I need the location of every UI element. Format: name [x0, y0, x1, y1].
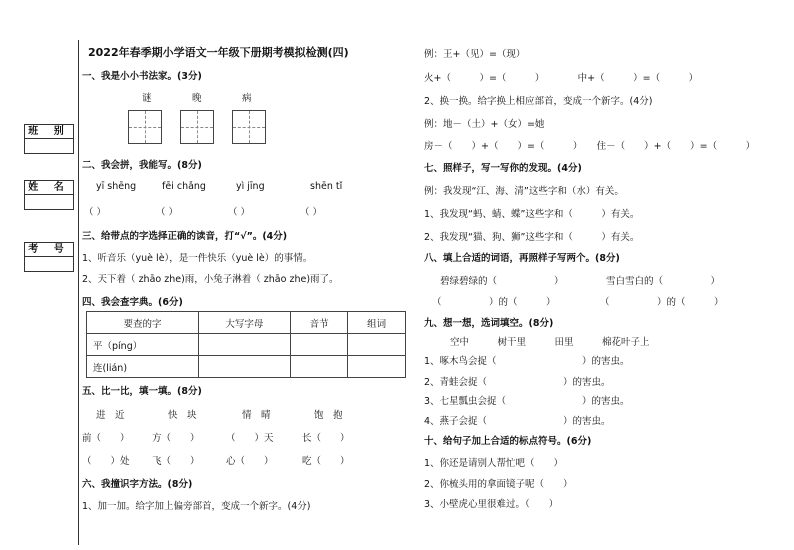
answer-cell[interactable]: [290, 356, 348, 378]
answer-cell[interactable]: [290, 334, 348, 356]
s7-question-1[interactable]: 1、我发现“蚂、蜻、蝶”这些字和（ ）有关。: [424, 209, 640, 220]
row-char: 平（píng）: [87, 334, 199, 356]
section9-header: 九、想一想，选词填空。(8分): [424, 318, 554, 329]
writing-grid-3[interactable]: [232, 110, 266, 144]
class-box[interactable]: [24, 124, 74, 154]
table-header-row: [87, 312, 406, 334]
section6-header: 六、我撞识字方法。(8分): [82, 479, 193, 490]
word-blank[interactable]: 长（ ）: [302, 433, 350, 444]
answer-blank-2[interactable]: （ ）: [156, 207, 179, 218]
word-blank[interactable]: 前（ ）: [82, 433, 130, 444]
s9-word-choices: 空中 树干里 田里 棉花叶子上: [450, 337, 650, 348]
s8-phrase-3[interactable]: （ ）的（ ）: [432, 297, 556, 308]
table-row: [87, 334, 406, 356]
s8-phrase-4[interactable]: （ ）的（ ）: [600, 297, 724, 308]
word-blank[interactable]: 心（ ）: [226, 456, 274, 467]
s8-phrase-1[interactable]: 碧绿碧绿的（ ）: [440, 276, 564, 287]
s7-question-2[interactable]: 2、我发现“猫、狗、狮”这些字和（ ）有关。: [424, 232, 640, 243]
s6-fill-line-1[interactable]: 火+（ ）=（ ） 中+（ ）=（ ）: [424, 73, 699, 84]
char-3: 病: [242, 93, 252, 104]
binding-line: [78, 40, 79, 545]
answer-cell[interactable]: [348, 334, 406, 356]
s8-phrase-2[interactable]: 雪白雪白的（ ）: [606, 276, 721, 287]
s9-question-4[interactable]: 4、燕子会捉（ ）的害虫。: [424, 416, 611, 427]
writing-grid-2[interactable]: [180, 110, 214, 144]
answer-cell[interactable]: [348, 356, 406, 378]
section7-header: 七、照样子，写一写你的发现。(4分): [424, 163, 582, 174]
pinyin-3: yì jīng: [236, 181, 265, 192]
char-2: 晚: [192, 93, 202, 104]
name-label: 姓 名: [25, 181, 73, 195]
pinyin-2: fēi chǎng: [162, 181, 206, 192]
word-blank[interactable]: （ ）处: [82, 456, 130, 467]
word-blank[interactable]: 飞（ ）: [152, 456, 200, 467]
char-pair-2: 快 块: [168, 410, 197, 421]
dictionary-table: [86, 311, 406, 378]
s3-question-2: 2、天下着（ zhāo zhe)雨，小兔子淋着（ zhāo zhe)雨了。: [82, 274, 339, 285]
answer-cell[interactable]: [198, 356, 290, 378]
section5-header: 五、比一比，填一填。(8分): [82, 386, 202, 397]
name-box[interactable]: [24, 180, 74, 210]
s6-example-1: 例：王+（见）=（现）: [424, 49, 526, 60]
s6-question-1: 1、加一加。给字加上偏旁部首，变成一个新字。(4分): [82, 501, 311, 512]
s9-question-1[interactable]: 1、啄木鸟会捉（ ）的害虫。: [424, 356, 630, 367]
word-blank[interactable]: （ ）天: [226, 433, 274, 444]
section10-header: 十、给句子加上合适的标点符号。(6分): [424, 436, 592, 447]
row-char: 连(lián): [87, 356, 199, 378]
word-blank[interactable]: 方（ ）: [152, 433, 200, 444]
answer-blank-4[interactable]: （ ）: [300, 207, 323, 218]
col-header: 组词: [348, 312, 406, 334]
s10-question-2[interactable]: 2、你梳头用的拿面镜子呢（ ）: [424, 479, 573, 490]
char-pair-4: 饱 抱: [314, 410, 343, 421]
col-header: 大写字母: [198, 312, 290, 334]
col-header: 音节: [290, 312, 348, 334]
s7-example: 例：我发现“江、海、清”这些字和（水）有关。: [424, 186, 624, 197]
answer-blank-3[interactable]: （ ）: [228, 207, 251, 218]
number-box[interactable]: [24, 242, 74, 272]
page-title: 2022年春季期小学语文一年级下册期考模拟检测(四): [88, 46, 349, 59]
s6-question-2: 2、换一换。给字换上相应部首，变成一个新字。(4分): [424, 96, 653, 107]
section2-header: 二、我会拼，我能写。(8分): [82, 160, 202, 171]
answer-blank-1[interactable]: （ ）: [84, 207, 107, 218]
s10-question-1[interactable]: 1、你还是请别人帮忙吧（ ）: [424, 458, 564, 469]
char-1: 谜: [142, 93, 152, 104]
writing-grid-1[interactable]: [128, 110, 162, 144]
section4-header: 四、我会查字典。(6分): [82, 297, 183, 308]
s3-question-1: 1、听音乐（yuè lè），是一件快乐（yuè lè）的事情。: [82, 253, 313, 264]
pinyin-1: yī shēng: [96, 181, 137, 192]
s9-question-2[interactable]: 2、青蛙会捉（ ）的害虫。: [424, 377, 611, 388]
s10-question-3[interactable]: 3、小壁虎心里很难过。（ ）: [424, 499, 559, 510]
s9-question-3[interactable]: 3、七星瓢虫会捉（ ）的害虫。: [424, 396, 630, 407]
char-pair-1: 进 近: [96, 410, 125, 421]
answer-cell[interactable]: [198, 334, 290, 356]
table-row: [87, 356, 406, 378]
s6-fill-line-2[interactable]: 房－（ ）+（ ）=（ ） 住－（ ）+（ ）=（ ）: [424, 141, 756, 152]
section8-header: 八、填上合适的词语，再照样子写两个。(8分): [424, 253, 620, 264]
word-blank[interactable]: 吃（ ）: [302, 456, 350, 467]
pinyin-4: shēn tǐ: [310, 181, 343, 192]
s6-example-2: 例：地－（土）+（女）=她: [424, 119, 545, 130]
char-pair-3: 情 晴: [242, 410, 271, 421]
section1-header: 一、我是小小书法家。(3分): [82, 71, 202, 82]
col-header: 要查的字: [87, 312, 199, 334]
section3-header: 三、给带点的字选择正确的读音，打“√”。(4分): [82, 231, 288, 242]
number-label: 考 号: [25, 243, 73, 257]
class-label: 班 别: [25, 125, 73, 139]
